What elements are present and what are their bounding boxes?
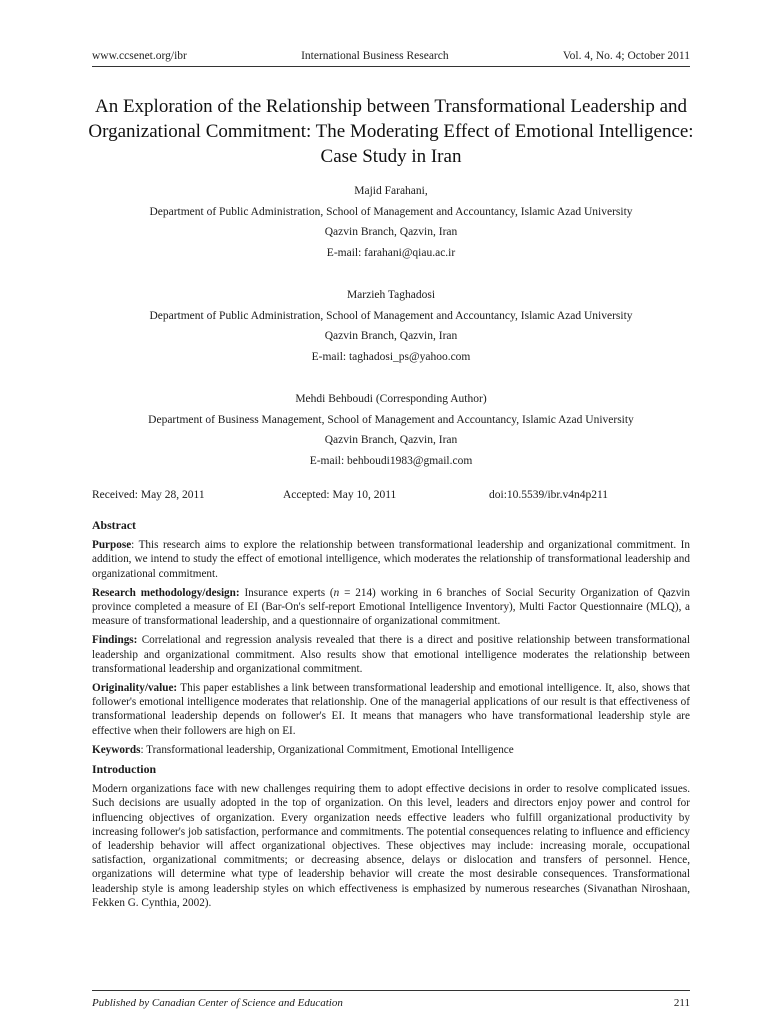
purpose-text: : This research aims to explore the relationship between transformational leadership and organizational commitment. In addition, we intend to study the effect of emotional intelligence, which moderates the relationship of transformational leadership and organizational commitment. bbox=[92, 539, 690, 580]
abstract-originality bbox=[92, 681, 690, 738]
keywords-label: Keywords bbox=[92, 743, 141, 756]
author-email[interactable]: E-mail: behboudi1983@gmail.com bbox=[309, 454, 473, 467]
footer-publisher: Published by Canadian Center of Science and Education bbox=[92, 997, 343, 1009]
findings-text: Correlational and regression analysis revealed that there is a direct and positive relationship between transformational leadership and organizational commitment. Also results show that emotional intelligence moderates the relationship between transformational leadership and organizational commitment. bbox=[92, 634, 690, 675]
author-location: Qazvin Branch, Qazvin, Iran bbox=[324, 434, 458, 446]
author-department: Department of Public Administration, School of Management and Accountancy, Islamic Azad University bbox=[149, 309, 633, 322]
methodology-text-b: = 214) working in 6 branches of Social Security Organization of Qazvin province completed a measure of EI (Bar-On's self-report Emotional Intelligence Inventory), Multi Factor Questionnaire (MLQ), a measure of transformational leadership, and a questionnaire of organizational commitment. bbox=[92, 586, 691, 628]
abstract-findings bbox=[92, 633, 690, 676]
author-block-1 bbox=[80, 181, 702, 263]
introduction-paragraph: Modern organizations face with new challenges requiring them to adopt effective decisions in order to resolve complicated issues. Such decisions are usually adopted in the top of organization. On this level, leaders and directors enjoy power and control for influencing objectives of organization. Every organization needs effective leaders who fulfill organizational productivity by increasing follower's job satisfaction, performance and commitments. The potential consequences relating to influence and efficiency of leadership behavior will affect organizational objectives. These objectives may include: increasing morale, occupational satisfaction, organizational commitments; or decreasing absence, delays or dislocation and transfers of personnel. Hence, organizations will determine what type of leadership behavior will create the most desirable consequences. Transformational leadership style is among leadership styles on which effectiveness is emphasized by numerous researches (Sivanathan Niroshaan, Fekken G. Cynthia, 2002). bbox=[92, 783, 690, 909]
author-name: Majid Farahani, bbox=[354, 185, 428, 197]
author-name: Marzieh Taghadosi bbox=[346, 289, 436, 301]
methodology-label: Research methodology/design: bbox=[92, 586, 240, 599]
methodology-text-a: Insurance experts ( bbox=[239, 586, 334, 599]
header-volume: Vol. 4, No. 4; October 2011 bbox=[562, 50, 690, 62]
page-footer bbox=[92, 997, 690, 1009]
keywords-text: : Transformational leadership, Organizational Commitment, Emotional Intelligence bbox=[140, 743, 514, 756]
purpose-label: Purpose bbox=[92, 539, 132, 552]
abstract-keywords bbox=[92, 743, 690, 757]
author-location: Qazvin Branch, Qazvin, Iran bbox=[324, 226, 458, 238]
author-department: Department of Business Management, School of Management and Accountancy, Islamic Azad University bbox=[148, 413, 634, 426]
header-url[interactable]: www.ccsenet.org/ibr bbox=[92, 50, 187, 62]
author-name: Mehdi Behboudi (Corresponding Author) bbox=[295, 393, 487, 405]
accepted-date: Accepted: May 10, 2011 bbox=[283, 489, 397, 501]
page-number: 211 bbox=[673, 997, 690, 1009]
methodology-n-symbol: n bbox=[333, 586, 340, 599]
author-department: Department of Public Administration, School of Management and Accountancy, Islamic Azad University bbox=[149, 205, 633, 218]
article-body bbox=[92, 518, 690, 915]
received-date: Received: May 28, 2011 bbox=[92, 489, 205, 501]
header-divider bbox=[92, 66, 690, 67]
author-email[interactable]: E-mail: taghadosi_ps@yahoo.com bbox=[311, 350, 471, 363]
introduction-heading: Introduction bbox=[92, 762, 157, 777]
paper-title: An Exploration of the Relationship between Transformational Leadership and Organizational Commitment: The Moderating Effect of Emotional Intelligence: Case Study in Iran bbox=[88, 96, 694, 167]
findings-label: Findings: bbox=[92, 634, 138, 647]
doi-link[interactable]: doi:10.5539/ibr.v4n4p211 bbox=[489, 489, 609, 501]
author-location: Qazvin Branch, Qazvin, Iran bbox=[324, 330, 458, 342]
abstract-heading: Abstract bbox=[92, 518, 136, 532]
author-list bbox=[80, 181, 702, 493]
footer-divider bbox=[92, 990, 690, 991]
abstract-purpose bbox=[92, 538, 690, 581]
author-block-3 bbox=[80, 389, 702, 471]
originality-label: Originality/value: bbox=[92, 682, 178, 695]
header-journal: International Business Research bbox=[301, 50, 449, 62]
running-header bbox=[92, 50, 690, 62]
abstract-methodology bbox=[92, 586, 690, 629]
originality-text: This paper establishes a link between transformational leadership and emotional intelligence. It, also, shows that follower's emotional intelligence moderates that relationship. One of the managerial applications of our result is that effectiveness of transformational leadership depends on follower's EI. It means that managers who have transformational leadership style are effective when their followers are high on EI. bbox=[92, 682, 690, 737]
author-block-2 bbox=[80, 285, 702, 367]
author-email[interactable]: E-mail: farahani@qiau.ac.ir bbox=[326, 246, 456, 259]
